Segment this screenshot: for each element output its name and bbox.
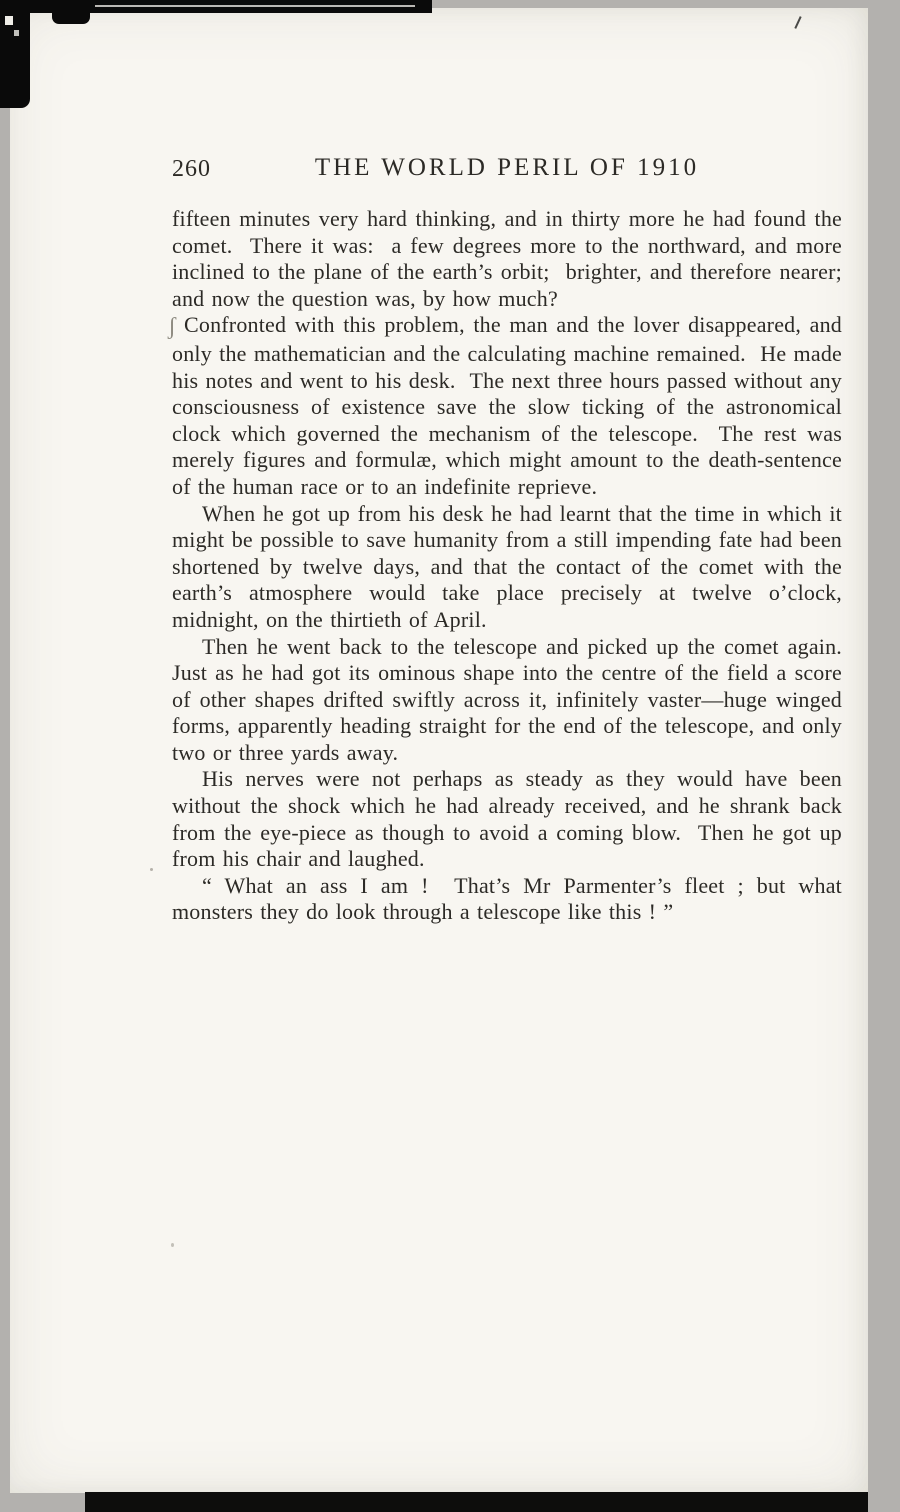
pencil-mark: ʃ [168, 314, 177, 341]
scan-artifact-bottom-strip [85, 1492, 868, 1512]
paragraph [172, 206, 857, 312]
paragraph [172, 766, 850, 872]
paragraph-text: His nerves were not perhaps as steady as they would have been without the shock which he had already received, and he shrank back from the eye-piece as though to avoid a coming blow. Then he got up from his chair and laughed. [172, 766, 850, 872]
page-header [172, 154, 842, 188]
paragraph [168, 312, 850, 500]
paragraph-text: When he got up from his desk he had learnt that the time in which it might be possible to save humanity from a still impending fate had been shortened by twelve days, and that the contact of the comet with the earth’s atmosphere would take place precisely at twelve o’clock, midnight, on the thirtieth of April. [172, 500, 850, 632]
page-number: 260 [172, 156, 211, 182]
paragraph-text: Then he went back to the telescope and picked up the comet again. Just as he had got its ominous shape into the centre of the field a score of other shapes drifted swiftly across it, infinitely vaster—huge winged forms, apparently heading straight for the end of the telescope, and only two or three yards away. [172, 633, 857, 765]
paragraph-text: “ What an ass I am ! That’s Mr Parmenter’s fleet ; but what monsters they do look through a telescope like this ! ” [172, 872, 850, 925]
scan-artifact-white-mark [14, 30, 19, 36]
scan-artifact-speck [171, 1243, 174, 1247]
scan-artifact-white-mark [5, 16, 13, 25]
page-content [168, 154, 857, 926]
scan-artifact-top-blob [52, 0, 90, 24]
text-block [168, 206, 857, 926]
running-title: THE WORLD PERIL OF 1910 [314, 154, 700, 181]
book-page [10, 8, 868, 1493]
paragraph [172, 500, 850, 634]
paragraph-text: Confronted with this problem, the man and the lover disappeared, and only the mathematician and the calculating machine remained. He made his notes and went to his desk. The next three hours passed without any consciousness of existence save the slow ticking of the astronomical clock which governed the mechanism of the telescope. The rest was merely figures and formulæ, which might amount to the death-sentence of the human race or to an indefinite reprieve. [172, 312, 850, 499]
scan-artifact-highlight-line [95, 5, 415, 7]
paragraph [172, 633, 857, 767]
scan-artifact-left-strip [0, 0, 30, 108]
scan-artifact-speck [150, 868, 153, 871]
paragraph-text: fifteen minutes very hard thinking, and in thirty more he had found the comet. There it was: a few degrees more to the northward, and more inclined to the plane of the earth’s orbit; brighter, and therefore nearer; and now the question was, by how much? [172, 206, 857, 311]
paragraph [172, 872, 850, 926]
